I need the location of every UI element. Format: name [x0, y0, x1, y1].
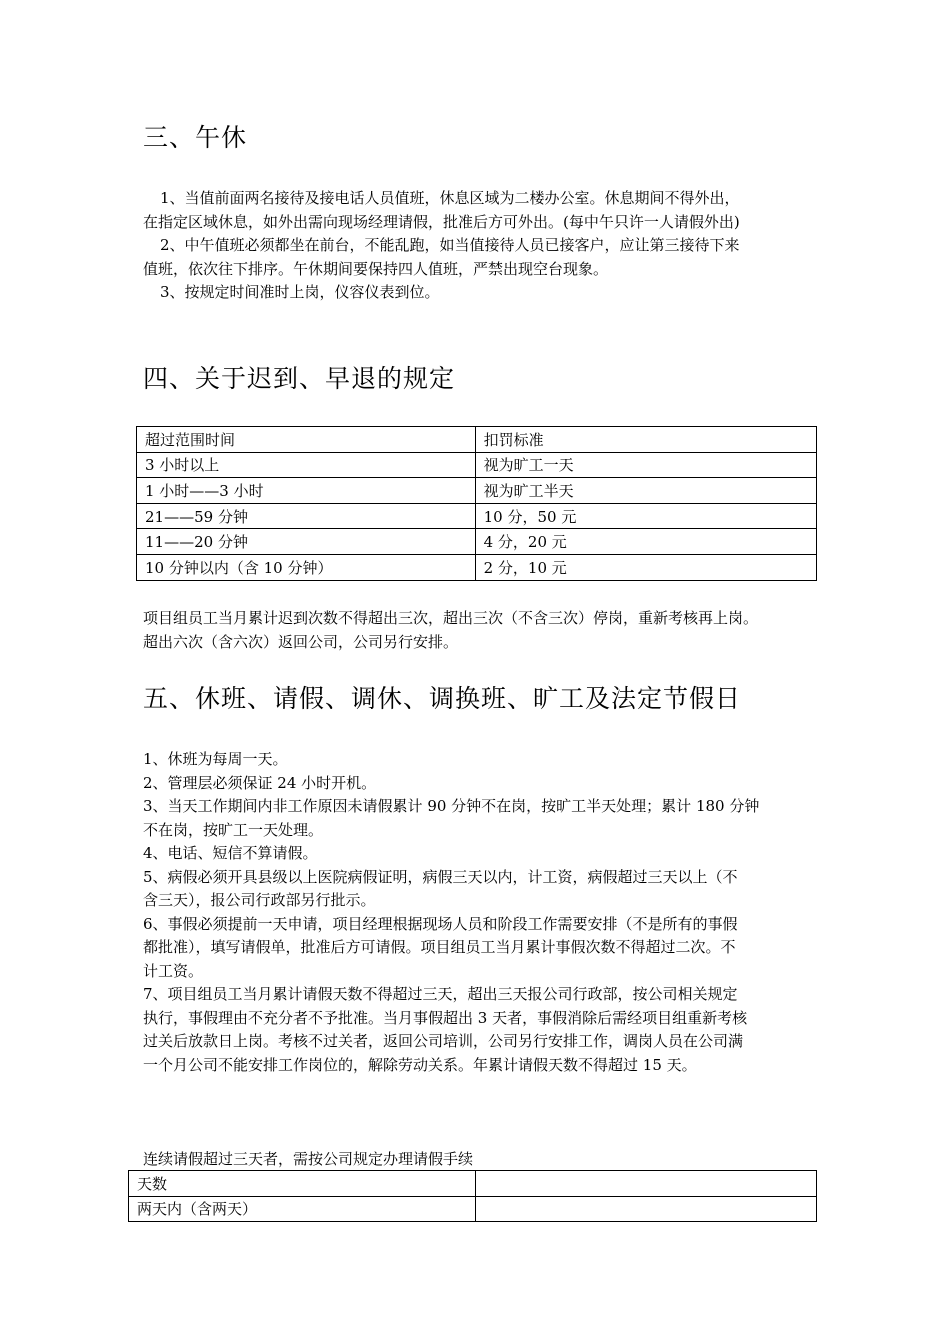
text-line: 执行，事假理由不充分者不予批准。当月事假超出 3 天者，事假消除后需经项目组重新考核 — [143, 1008, 748, 1027]
table-cell — [475, 1171, 816, 1197]
table-header-cell: 扣罚标准 — [475, 427, 816, 453]
table-row — [129, 1196, 817, 1222]
table-cell: 视为旷工一天 — [475, 452, 816, 478]
text-line: 1、当值前面两名接待及接电话人员值班，休息区域为二楼办公室。休息期间不得外出， — [160, 189, 740, 207]
text-line: 计工资。 — [143, 961, 204, 980]
table-row — [137, 478, 817, 504]
table-cell: 2 分，10 元 — [475, 554, 816, 580]
text-line: 超出六次（含六次）返回公司，公司另行安排。 — [143, 632, 459, 651]
table-cell: 天数 — [129, 1171, 476, 1197]
text-line: 不在岗，按旷工一天处理。 — [143, 820, 324, 839]
text-line: 2、中午值班必须都坐在前台，不能乱跑，如当值接待人员已接客户，应让第三接待下来 — [160, 236, 740, 254]
section-3-title: 三、午休 — [143, 123, 248, 152]
table-header-cell: 超过范围时间 — [137, 427, 476, 453]
text-line: 4、电话、短信不算请假。 — [143, 844, 318, 862]
table-cell: 两天内（含两天） — [129, 1196, 476, 1222]
section-5-body — [143, 748, 815, 1077]
section-4-note — [143, 607, 815, 654]
table-row — [129, 1171, 817, 1197]
table-cell: 视为旷工半天 — [475, 478, 816, 504]
text-line: 3、按规定时间准时上岗，仪容仪表到位。 — [160, 283, 440, 301]
table-cell: 10 分钟以内（含 10 分钟） — [137, 554, 476, 580]
text-line: 3、当天工作期间内非工作原因未请假累计 90 分钟不在岗，按旷工半天处理；累计 180 分钟 — [143, 797, 760, 815]
text-line: 7、项目组员工当月累计请假天数不得超过三天，超出三天报公司行政部，按公司相关规定 — [143, 985, 738, 1003]
table-header-row — [137, 427, 817, 453]
lateness-penalty-table — [136, 426, 817, 581]
text-line: 6、事假必须提前一天申请，项目经理根据现场人员和阶段工作需要安排（不是所有的事假 — [143, 914, 738, 933]
text-line: 项目组员工当月累计迟到次数不得超出三次，超出三次（不含三次）停岗，重新考核再上岗。 — [143, 609, 759, 627]
table-cell: 21——59 分钟 — [137, 503, 476, 529]
text-line: 在指定区域休息，如外出需向现场经理请假，批准后方可外出。(每中午只许一人请假外出) — [143, 212, 740, 231]
text-line: 2、管理层必须保证 24 小时开机。 — [143, 773, 377, 792]
table-row — [137, 503, 817, 529]
text-line: 1、休班为每周一天。 — [143, 750, 288, 768]
section-3-body — [143, 187, 815, 305]
table-cell: 4 分，20 元 — [475, 529, 816, 555]
text-line: 一个月公司不能安排工作岗位的，解除劳动关系。年累计请假天数不得超过 15 天。 — [143, 1055, 697, 1074]
section-5-title: 五、休班、请假、调休、调换班、旷工及法定节假日 — [143, 684, 742, 713]
leave-table-caption: 连续请假超过三天者，需按公司规定办理请假手续 — [143, 1150, 474, 1168]
text-line: 5、病假必须开具县级以上医院病假证明，病假三天以内，计工资，病假超过三天以上（不 — [143, 867, 738, 886]
table-cell: 11——20 分钟 — [137, 529, 476, 555]
table-cell: 3 小时以上 — [137, 452, 476, 478]
table-row — [137, 554, 817, 580]
text-line: 值班，依次往下排序。午休期间要保持四人值班，严禁出现空台现象。 — [143, 259, 609, 278]
table-row — [137, 529, 817, 555]
text-line: 过关后放款日上岗。考核不过关者，返回公司培训，公司另行安排工作，调岗人员在公司满 — [143, 1032, 744, 1050]
text-line: 含三天），报公司行政部另行批示。 — [143, 891, 376, 909]
table-cell: 10 分，50 元 — [475, 503, 816, 529]
table-cell: 1 小时——3 小时 — [137, 478, 476, 504]
section-4-title: 四、关于迟到、早退的规定 — [143, 364, 456, 393]
text-line: 都批准），填写请假单，批准后方可请假。项目组员工当月累计事假次数不得超过二次。不 — [143, 938, 736, 956]
leave-table — [128, 1170, 817, 1222]
table-cell — [475, 1196, 816, 1222]
table-row — [137, 452, 817, 478]
